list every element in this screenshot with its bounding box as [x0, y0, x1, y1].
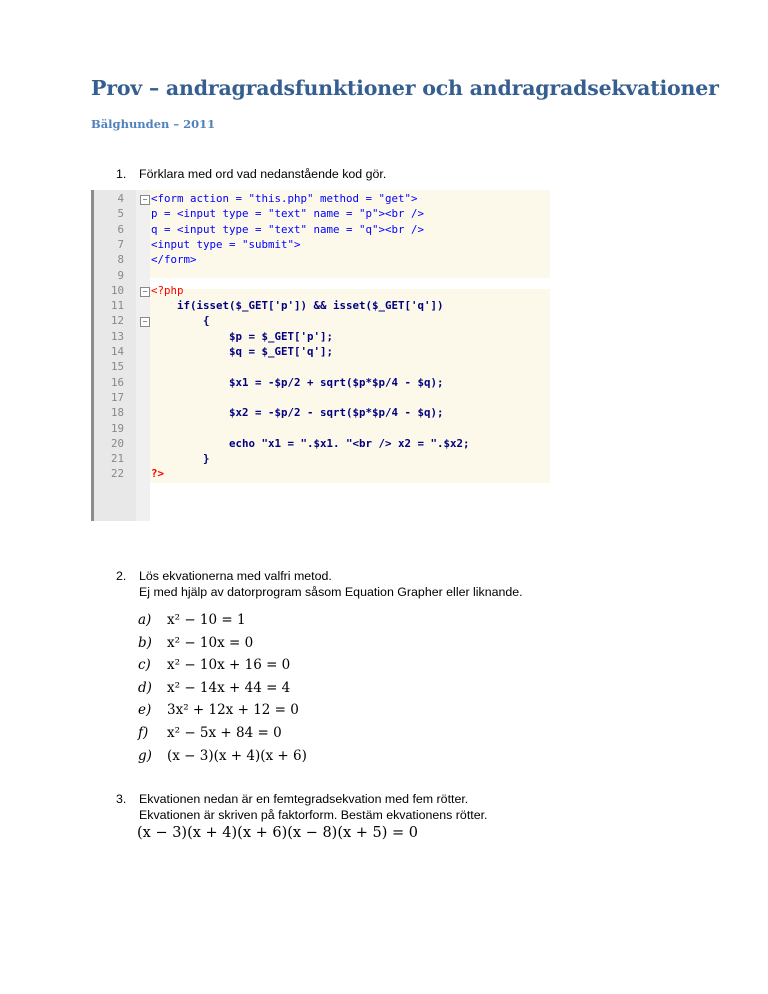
code-line — [91, 330, 550, 345]
question-text-2: Ej med hjälp av datorprogram såsom Equation Grapher eller liknande. — [139, 585, 523, 599]
factor-form-equation: (x − 3)(x + 4)(x + 6)(x − 8)(x + 5) = 0 — [137, 825, 419, 841]
code-line — [91, 467, 550, 482]
line-number: 17 — [110, 390, 124, 404]
question-text: Lös ekvationerna med valfri metod. — [139, 569, 332, 583]
page-subtitle: Bälghunden – 2011 — [91, 117, 216, 131]
equation-expression: (x − 3)(x + 4)(x + 6) — [167, 747, 307, 764]
code-line — [91, 376, 550, 391]
equation-expression: x² − 10 = 1 — [167, 612, 246, 628]
code-line — [91, 207, 550, 222]
fold-collapse-icon[interactable]: − — [140, 195, 150, 205]
equation-expression: x² − 14x + 44 = 4 — [167, 679, 291, 696]
code-line — [91, 452, 550, 467]
line-number: 4 — [117, 192, 124, 205]
code-line — [91, 299, 550, 314]
line-number: 9 — [117, 268, 124, 282]
code-screenshot — [91, 190, 550, 521]
question-text: Förklara med ord vad nedanstående kod gör. — [139, 167, 387, 181]
code-line — [91, 253, 550, 268]
equation-item — [138, 680, 290, 696]
equation-label: a) — [138, 612, 152, 628]
line-number: 22 — [110, 467, 124, 481]
question-number: 3. — [116, 792, 127, 806]
code-line — [91, 422, 550, 437]
fold-collapse-icon[interactable]: − — [140, 287, 150, 297]
code-text: $q = $_GET['q']; — [151, 345, 334, 358]
equation-item — [138, 635, 253, 651]
question-number: 2. — [116, 569, 127, 583]
question-number: 1. — [116, 167, 127, 181]
code-text: p = <input type = "text" name = "p"><br /> — [151, 207, 425, 221]
line-number: 10 — [110, 283, 124, 297]
code-line — [91, 223, 550, 238]
code-text: $x2 = -$p/2 - sqrt($p*$p/4 - $q); — [151, 406, 444, 420]
line-number: 16 — [110, 375, 124, 389]
fold-collapse-icon[interactable]: − — [140, 317, 150, 327]
equation-label: e) — [138, 702, 152, 719]
equation-item — [138, 612, 246, 628]
page-title: Prov – andragradsfunktioner och andragradsekvationer — [91, 76, 719, 100]
code-line — [91, 406, 550, 421]
equation-item — [138, 702, 299, 718]
equation-item — [138, 725, 282, 741]
code-line — [91, 284, 550, 299]
code-line — [91, 238, 550, 253]
code-line — [91, 391, 550, 406]
line-number: 15 — [110, 360, 124, 374]
equation-label: c) — [138, 657, 151, 674]
line-number: 11 — [110, 299, 124, 313]
equation-label: b) — [138, 634, 152, 651]
equation-expression: x² − 10x + 16 = 0 — [167, 657, 291, 674]
code-line — [91, 360, 550, 375]
equation-expression: 3x² + 12x + 12 = 0 — [167, 702, 299, 719]
code-line — [91, 437, 550, 452]
code-text: <form action = "this.php" method = "get"> — [151, 192, 418, 205]
code-text: $x1 = -$p/2 + sqrt($p*$p/4 - $q); — [151, 375, 444, 389]
line-number: 7 — [117, 237, 124, 251]
code-text: if(isset($_GET['p']) && isset($_GET['q']) — [151, 299, 444, 313]
code-text: { — [151, 314, 210, 328]
line-number: 12 — [110, 314, 124, 328]
line-number: 13 — [110, 329, 124, 343]
line-number: 6 — [117, 222, 124, 236]
line-number: 18 — [110, 406, 124, 420]
equation-expression: x² − 10x = 0 — [167, 634, 254, 651]
code-text: <input type = "submit"> — [151, 237, 301, 251]
line-number: 19 — [110, 421, 124, 435]
code-line — [91, 269, 550, 284]
question-text: Ekvationen nedan är en femtegradsekvation med fem rötter. — [139, 792, 469, 806]
code-text: echo "x1 = ".$x1. "<br /> x2 = ".$x2; — [151, 436, 470, 450]
code-text: } — [151, 452, 210, 466]
equation-label: g) — [138, 747, 152, 764]
equation-item — [138, 657, 290, 673]
line-number: 5 — [117, 207, 124, 221]
code-line — [91, 314, 550, 329]
equation-item — [138, 748, 307, 764]
equation-expression: x² − 5x + 84 = 0 — [167, 725, 282, 741]
code-text: <?php — [151, 283, 184, 297]
equation-label: f) — [138, 725, 149, 741]
code-text: </form> — [151, 253, 197, 267]
code-text: ?> — [151, 467, 165, 481]
code-line — [91, 192, 550, 207]
line-number: 21 — [110, 452, 124, 466]
code-text: $p = $_GET['p']; — [151, 329, 334, 343]
code-line — [91, 345, 550, 360]
question-text-2: Ekvationen är skriven på faktorform. Bestäm ekvationens rötter. — [139, 808, 488, 822]
line-number: 8 — [117, 253, 124, 267]
line-number: 20 — [110, 436, 124, 450]
line-number: 14 — [110, 345, 124, 358]
equation-label: d) — [138, 679, 152, 696]
code-text: q = <input type = "text" name = "q"><br /> — [151, 222, 425, 236]
